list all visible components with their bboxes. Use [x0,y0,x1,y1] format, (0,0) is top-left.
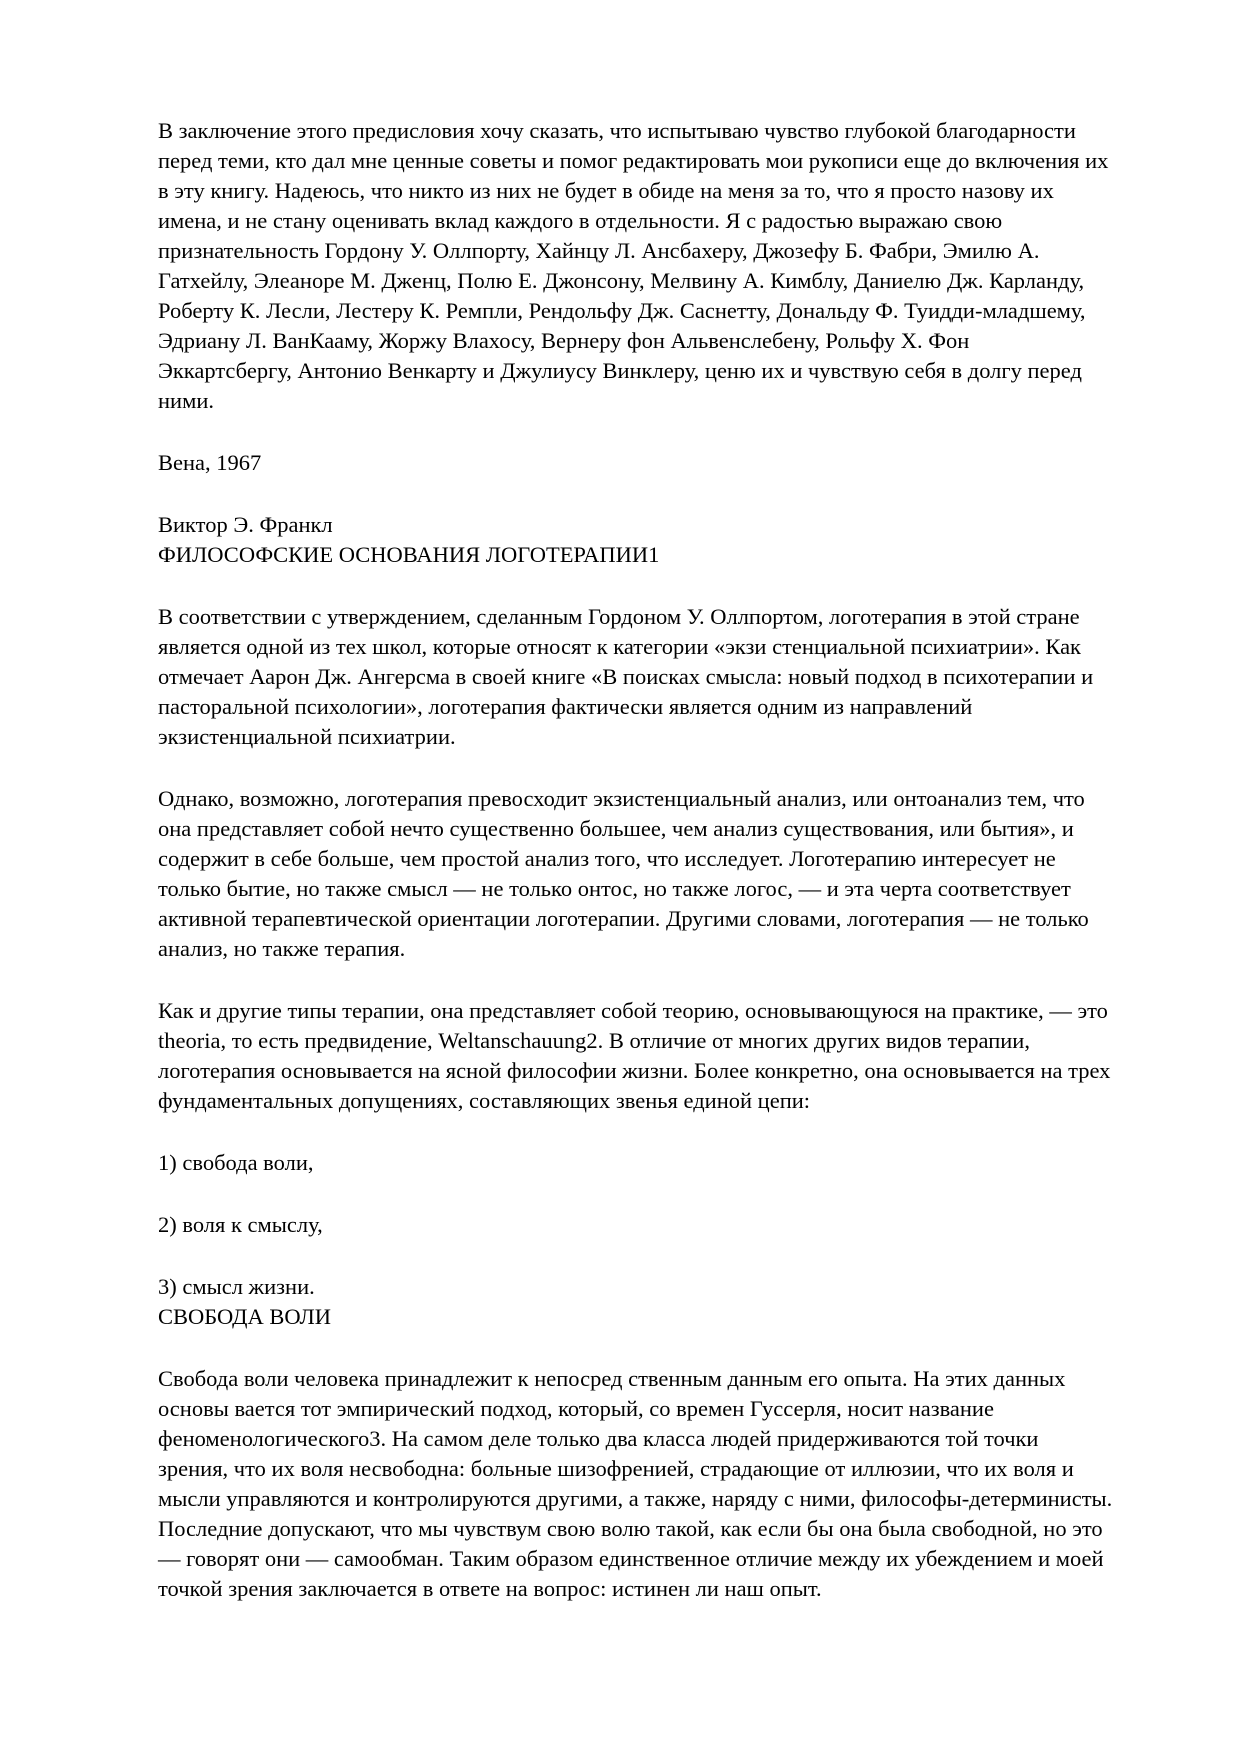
text-line: theoria, то есть предвидение, Weltanschauung2. В отличие от многих других видов терапии, [158,1028,1030,1053]
logotherapy-beyond-analysis-paragraph [158,784,1185,964]
logotherapy-school-paragraph [158,602,1185,752]
text-line: только бытие, но также смысл — не только онтос, но также логос, — и эта черта соответствует [158,876,1071,901]
list-item-2 [158,1210,1185,1240]
text-line: является одной из тех школ, которые относят к категории «экзи стенциальной психиатрии». Как [158,634,1081,659]
text-line: экзистенциальной психиатрии. [158,724,456,749]
text-line: — говорят они — самообман. Таким образом единственное отличие между их убеждением и моей [158,1546,1104,1571]
theory-foundations-paragraph [158,996,1185,1116]
text-line: перед теми, кто дал мне ценные советы и помог редактировать мои рукописи еще до включения их [158,148,1109,173]
author-and-title [158,510,1185,570]
text-line: Эдриану Л. ВанКааму, Жоржу Влахосу, Вернеру фон Альвенслебену, Рольфу Х. Фон [158,328,970,353]
text-line: содержит в себе больше, чем простой анализ того, что исследует. Логотерапию интересует не [158,846,1056,871]
text-line: активной терапевтической ориентации логотерапии. Другими словами, логотерапия — не только [158,906,1089,931]
list-item-3-and-section-heading [158,1272,1185,1332]
dateline [158,448,1185,478]
text-line: Эккартсбергу, Антонио Венкарту и Джулиусу Винклеру, ценю их и чувствую себя в долгу перед [158,358,1082,383]
text-line: зрения, что их воля несвободна: больные шизофренией, страдающие от иллюзии, что их воля и [158,1456,1074,1481]
text-line: отмечает Аарон Дж. Ангерсма в своей книге «В поисках смысла: новый подход в психотерапии и [158,664,1094,689]
text-line: фундаментальных допущениях, составляющих звенья единой цепи: [158,1088,811,1113]
text-line: Виктор Э. Франкл [158,512,333,537]
text-line: Вена, 1967 [158,450,262,475]
text-line: ними. [158,388,214,413]
text-line: 3) смысл жизни. [158,1274,315,1299]
text-line: В заключение этого предисловия хочу сказать, что испытываю чувство глубокой благодарности [158,118,1076,143]
text-line: 1) свобода воли, [158,1150,314,1175]
list-item-1 [158,1148,1185,1178]
acknowledgements-paragraph [158,116,1185,416]
text-line: феноменологического3. На самом деле только два класса людей придерживаются той точки [158,1426,1039,1451]
text-line: ФИЛОСОФСКИЕ ОСНОВАНИЯ ЛОГОТЕРАПИИ1 [158,542,660,567]
text-line: Свобода воли человека принадлежит к непосред ственным данным его опыта. На этих данных [158,1366,1066,1391]
text-line: анализ, но также терапия. [158,936,406,961]
text-line: СВОБОДА ВОЛИ [158,1304,332,1329]
document-body [158,116,1185,1604]
text-line: мысли управляются и контролируются другими, а также, наряду с ними, философы-детерминисты. [158,1486,1113,1511]
text-line: имена, и не стану оценивать вклад каждого в отдельности. Я с радостью выражаю свою [158,208,1003,233]
freedom-of-will-paragraph [158,1364,1185,1604]
text-line: 2) воля к смыслу, [158,1212,323,1237]
text-line: в эту книгу. Надеюсь, что никто из них не будет в обиде на меня за то, что я просто назову их [158,178,1054,203]
text-line: признательность Гордону У. Оллпорту, Хайнцу Л. Ансбахеру, Джозефу Б. Фабри, Эмилю А. [158,238,1040,263]
text-line: точкой зрения заключается в ответе на вопрос: истинен ли наш опыт. [158,1576,822,1601]
text-line: логотерапия основывается на ясной философии жизни. Более конкретно, она основывается на трех [158,1058,1111,1083]
text-line: В соответствии с утверждением, сделанным Гордоном У. Оллпортом, логотерапия в этой стране [158,604,1080,629]
text-line: пасторальной психологии», логотерапия фактически является одним из направлений [158,694,973,719]
text-line: она представляет собой нечто существенно большее, чем анализ существования, или бытия», и [158,816,1074,841]
text-line: Гатхейлу, Элеаноре М. Дженц, Полю Е. Джонсону, Мелвину А. Кимблу, Даниелю Дж. Карланду, [158,268,1085,293]
text-line: Как и другие типы терапии, она представляет собой теорию, основывающуюся на практике, — это [158,998,1108,1023]
text-line: Однако, возможно, логотерапия превосходит экзистенциальный анализ, или онтоанализ тем, что [158,786,1085,811]
text-line: Последние допускают, что мы чувствум свою волю такой, как если бы она была свободной, но это [158,1516,1103,1541]
text-line: Роберту К. Лесли, Лестеру К. Ремпли, Рендольфу Дж. Саснетту, Дональду Ф. Туидди-младшему, [158,298,1086,323]
text-line: основы вается тот эмпирический подход, который, со времен Гуссерля, носит название [158,1396,994,1421]
